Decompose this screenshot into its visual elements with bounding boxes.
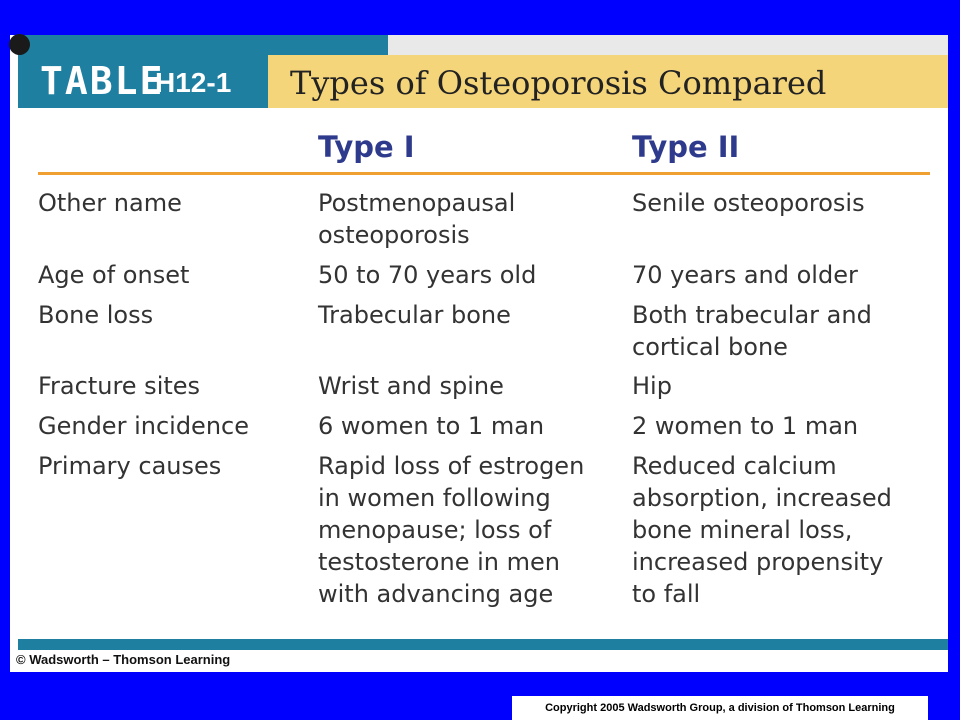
- row-label-bone-loss: Bone loss: [38, 301, 154, 329]
- cell-type1-bone-loss: Trabecular bone: [318, 301, 511, 329]
- cell-type2-fracture-sites: Hip: [632, 372, 672, 400]
- column-header-type2: Type II: [632, 130, 740, 164]
- cell-type1-age-of-onset: 50 to 70 years old: [318, 261, 537, 289]
- table-title: Types of Osteoporosis Compared: [290, 64, 827, 102]
- copyright-notice: Copyright 2005 Wadsworth Group, a division of Thomson Learning: [512, 696, 928, 720]
- row-label-gender-incidence: Gender incidence: [38, 412, 249, 440]
- row-label-fracture-sites: Fracture sites: [38, 372, 201, 400]
- cell-type2-other-name: Senile osteoporosis: [632, 189, 865, 217]
- cell-type2-age-of-onset: 70 years and older: [632, 261, 858, 289]
- row-label-age-of-onset: Age of onset: [38, 261, 190, 289]
- table-panel: [10, 35, 948, 672]
- table-title-block: [268, 55, 948, 108]
- slide-bullet-dot: [9, 34, 30, 55]
- row-label-other-name: Other name: [38, 189, 182, 217]
- table-number: H12-1: [155, 67, 232, 98]
- cell-type2-gender-incidence: 2 women to 1 man: [632, 412, 859, 440]
- cell-type2-primary-causes: Reduced calcium absorption, increased bone mineral loss, increased propensity to fall: [632, 452, 892, 608]
- header-divider: [38, 172, 930, 175]
- top-grey-strip: [388, 35, 948, 55]
- bottom-teal-rule: [18, 639, 948, 650]
- cell-type1-gender-incidence: 6 women to 1 man: [318, 412, 545, 440]
- row-label-primary-causes: Primary causes: [38, 452, 222, 480]
- cell-type1-fracture-sites: Wrist and spine: [318, 372, 504, 400]
- cell-type1-primary-causes: Rapid loss of estrogen in women following menopause; loss of testosterone in men with advancing age: [318, 452, 585, 608]
- column-header-type1: Type I: [318, 130, 415, 164]
- table-label-block: [18, 55, 268, 108]
- publisher-credit: © Wadsworth – Thomson Learning: [16, 652, 231, 667]
- top-teal-strip: [18, 35, 388, 55]
- table-word: TABLE: [40, 59, 165, 103]
- cell-type1-other-name: Postmenopausal osteoporosis: [318, 189, 516, 249]
- cell-type2-bone-loss: Both trabecular and cortical bone: [632, 301, 872, 361]
